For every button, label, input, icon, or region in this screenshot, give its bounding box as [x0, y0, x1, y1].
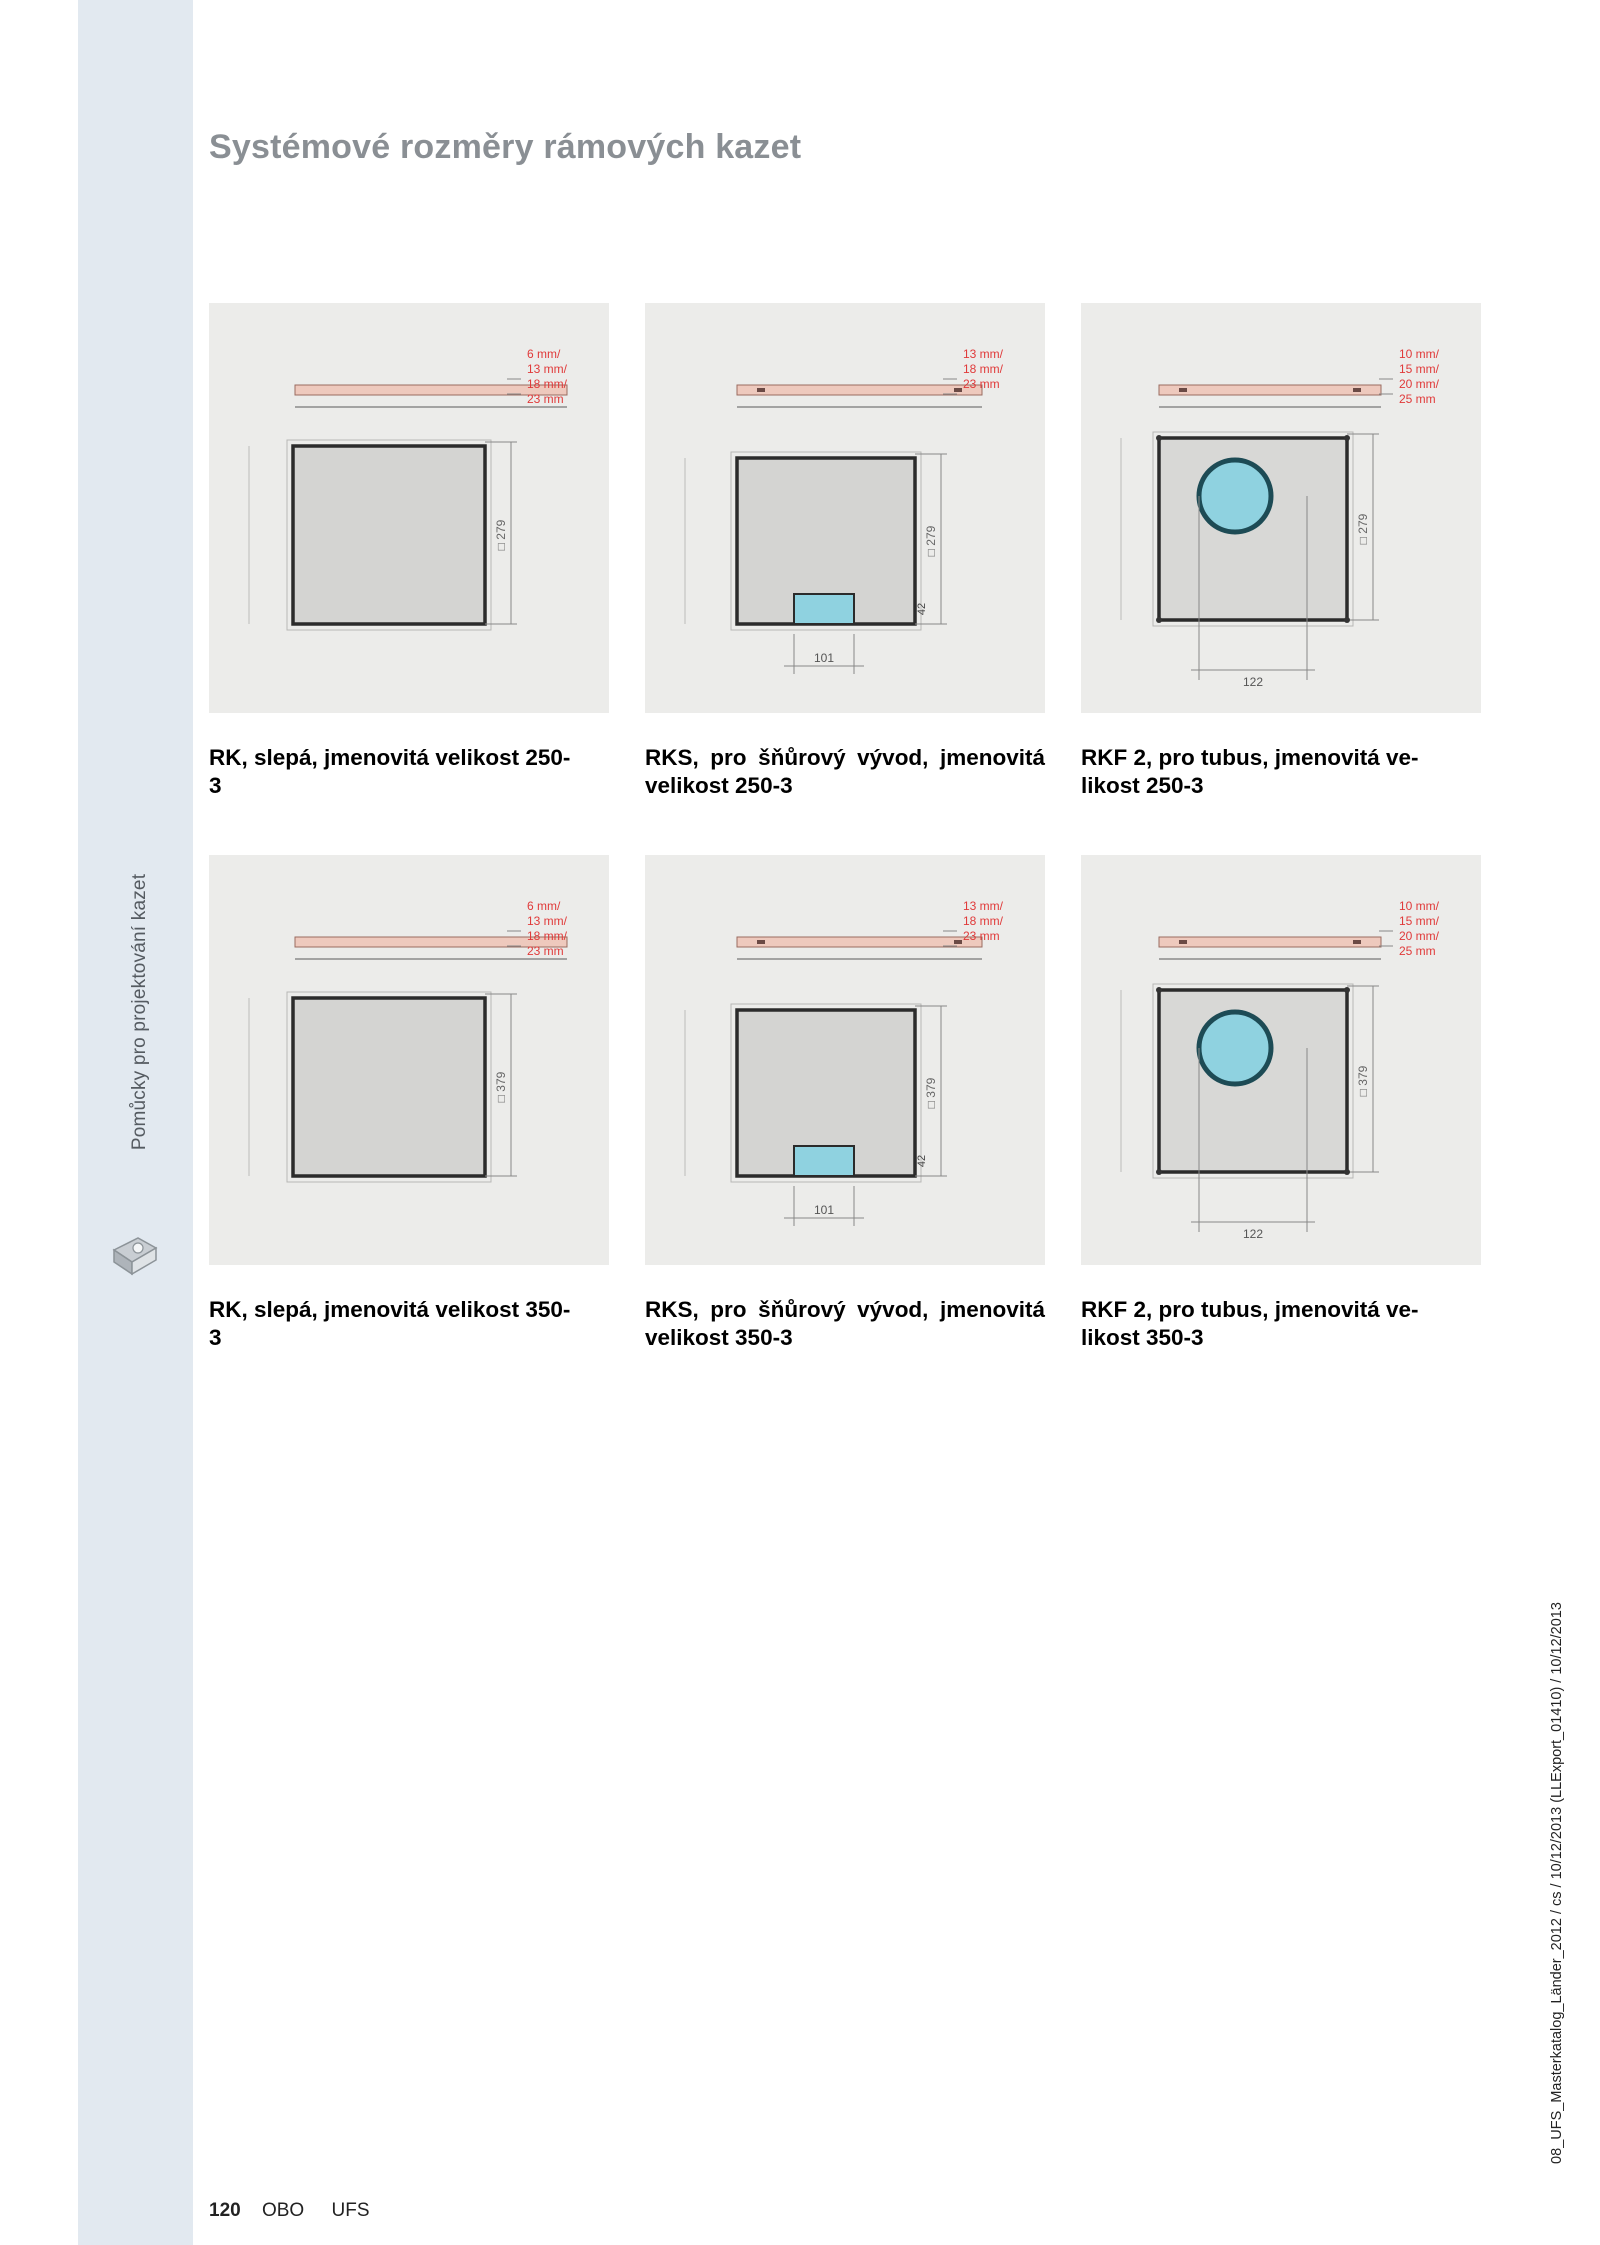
- height-option-label: 10 mm/: [1399, 899, 1440, 913]
- size-dimension-label: □ 379: [924, 1077, 938, 1109]
- figure-caption: RK, slepá, jmenovitá velikost 350- 3: [209, 1297, 571, 1350]
- height-option-label: 20 mm/: [1399, 377, 1440, 391]
- figure-card-rks-350: [645, 855, 1045, 1352]
- tube-offset-label: 122: [1242, 675, 1264, 689]
- figure-caption: RK, slepá, jmenovitá velikost 250- 3: [209, 745, 571, 798]
- dimension-drawing: [645, 303, 1045, 713]
- page-title: Systémové rozměry rámových kazet: [209, 128, 802, 166]
- height-option-label: 13 mm/: [963, 347, 1004, 361]
- corner-screw: [1344, 617, 1350, 623]
- figure-caption: RKS, pro šňůrový vývod, jmenovitá velikost 350-3: [645, 1297, 1045, 1350]
- height-option-label: 13 mm/: [527, 362, 568, 376]
- height-option-label: 18 mm/: [963, 914, 1004, 928]
- profile-clip: [1179, 388, 1187, 392]
- profile-bar: [1159, 937, 1381, 947]
- dimension-drawing: [209, 303, 609, 713]
- cassette-product-icon: [108, 1228, 162, 1282]
- figure-card-rks-250: [645, 303, 1045, 800]
- figure-card-rkf-350: [1081, 855, 1481, 1352]
- figure-caption: RKF 2, pro tubus, jmenovitá ve- likost 350-3: [1081, 1297, 1419, 1350]
- height-option-label: 15 mm/: [1399, 914, 1440, 928]
- page-number: 120: [209, 2200, 241, 2221]
- section-label: Pomůcky pro projektování kazet: [129, 873, 150, 1151]
- outlet-width-label: 101: [813, 1203, 835, 1217]
- dimension-drawing: [1081, 855, 1481, 1265]
- cable-outlet: [794, 1146, 854, 1176]
- figure-caption: RKS, pro šňůrový vývod, jmenovitá velikost 250-3: [645, 745, 1045, 798]
- height-option-label: 13 mm/: [527, 914, 568, 928]
- corner-screw: [1156, 617, 1162, 623]
- print-metadata: 08_UFS_Masterkatalog_Länder_2012 / cs / 10/12/2013 (LLExport_01410) / 10/12/2013: [1549, 1602, 1565, 2164]
- height-option-label: 18 mm/: [527, 929, 568, 943]
- height-option-label: 23 mm: [527, 392, 564, 406]
- height-option-label: 23 mm: [527, 944, 564, 958]
- size-dimension-label: □ 379: [494, 1071, 508, 1103]
- brand-name: OBO: [261, 2200, 305, 2221]
- corner-screw: [1156, 1169, 1162, 1175]
- figure-card-rkf-250: [1081, 303, 1481, 800]
- height-option-label: 6 mm/: [527, 347, 561, 361]
- profile-clip: [1353, 388, 1361, 392]
- figure-card-rk-250: [209, 303, 609, 800]
- dimension-drawing: [645, 855, 1045, 1265]
- height-option-label: 20 mm/: [1399, 929, 1440, 943]
- figure-caption: RKF 2, pro tubus, jmenovitá ve- likost 250-3: [1081, 745, 1419, 798]
- corner-screw: [1156, 435, 1162, 441]
- page-footer: [209, 2200, 370, 2222]
- corner-screw: [1344, 1169, 1350, 1175]
- height-option-label: 23 mm: [963, 929, 1000, 943]
- outlet-depth-label: 42: [916, 602, 928, 616]
- height-option-label: 18 mm/: [527, 377, 568, 391]
- height-option-label: 13 mm/: [963, 899, 1004, 913]
- height-option-label: 15 mm/: [1399, 362, 1440, 376]
- dimension-drawing: [209, 855, 609, 1265]
- tube-offset-label: 122: [1242, 1227, 1264, 1241]
- tube-opening: [1199, 460, 1271, 532]
- height-option-label: 18 mm/: [963, 362, 1004, 376]
- cable-outlet: [794, 594, 854, 624]
- cassette-frame: [293, 446, 485, 624]
- profile-clip: [954, 388, 962, 392]
- height-option-label: 10 mm/: [1399, 347, 1440, 361]
- size-dimension-label: □ 279: [924, 525, 938, 557]
- dimension-drawing: [1081, 303, 1481, 713]
- profile-clip: [757, 940, 765, 944]
- size-dimension-label: □ 279: [494, 519, 508, 551]
- section-name: UFS: [331, 2200, 370, 2221]
- height-option-label: 23 mm: [963, 377, 1000, 391]
- corner-screw: [1156, 987, 1162, 993]
- profile-clip: [1353, 940, 1361, 944]
- height-option-label: 25 mm: [1399, 944, 1436, 958]
- figure-card-rk-350: [209, 855, 609, 1352]
- corner-screw: [1344, 435, 1350, 441]
- height-option-label: 6 mm/: [527, 899, 561, 913]
- tube-opening: [1199, 1012, 1271, 1084]
- height-option-label: 25 mm: [1399, 392, 1436, 406]
- outlet-width-label: 101: [813, 651, 835, 665]
- size-dimension-label: □ 279: [1356, 513, 1370, 545]
- corner-screw: [1344, 987, 1350, 993]
- profile-clip: [757, 388, 765, 392]
- profile-clip: [1179, 940, 1187, 944]
- profile-bar: [1159, 385, 1381, 395]
- size-dimension-label: □ 379: [1356, 1065, 1370, 1097]
- cassette-frame: [293, 998, 485, 1176]
- profile-clip: [954, 940, 962, 944]
- outlet-depth-label: 42: [916, 1154, 928, 1168]
